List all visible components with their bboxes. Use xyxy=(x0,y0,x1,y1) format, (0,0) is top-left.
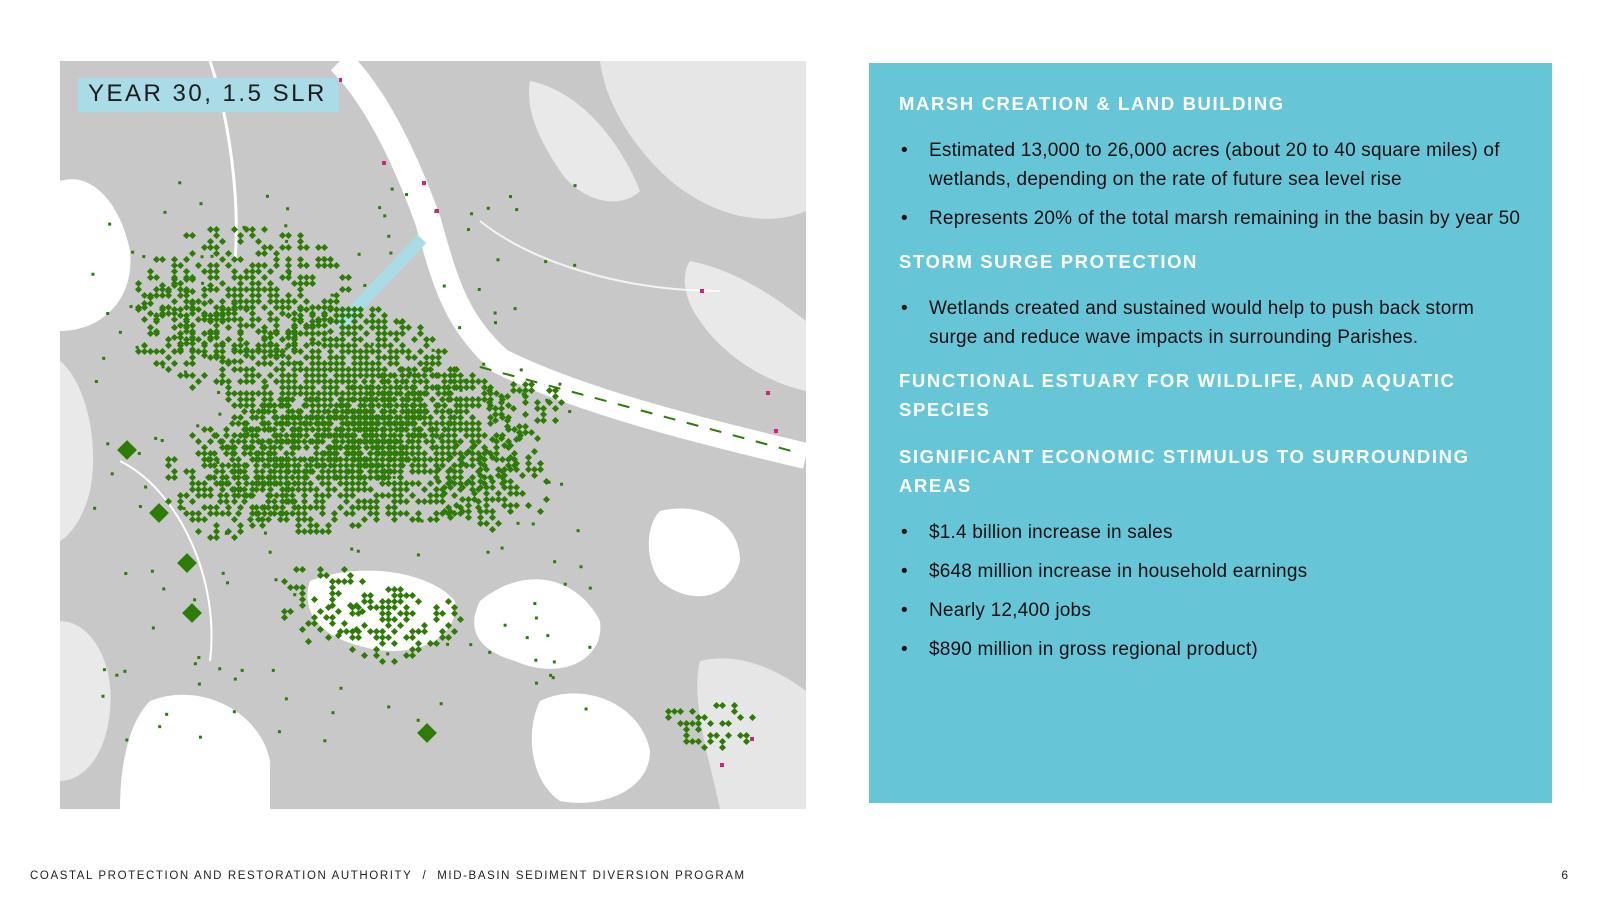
footer-separator: / xyxy=(422,870,428,882)
bullet-item: • Nearly 12,400 jobs xyxy=(899,596,1522,625)
footer-org: COASTAL PROTECTION AND RESTORATION AUTHORITY xyxy=(30,870,413,882)
bullet-item: • Estimated 13,000 to 26,000 acres (about 20 to 40 square miles) of wetlands, depending on the rate of future sea level rise xyxy=(899,136,1522,194)
marsh-map xyxy=(60,61,806,809)
section-heading: FUNCTIONAL ESTUARY FOR WILDLIFE, AND AQUATIC SPECIES xyxy=(899,370,1456,420)
footer xyxy=(30,870,746,882)
footer-program: MID-BASIN SEDIMENT DIVERSION PROGRAM xyxy=(437,870,746,882)
map-label: YEAR 30, 1.5 SLR xyxy=(78,78,339,112)
section-heading: MARSH CREATION & LAND BUILDING xyxy=(899,93,1285,114)
benefits-panel xyxy=(869,63,1552,803)
bullet-list xyxy=(899,136,1522,233)
section-heading: STORM SURGE PROTECTION xyxy=(899,251,1199,272)
bullet-item: • $890 million in gross regional product) xyxy=(899,635,1522,664)
bullet-list xyxy=(899,294,1522,352)
section-heading: SIGNIFICANT ECONOMIC STIMULUS TO SURROUNDING AREAS xyxy=(899,446,1470,496)
map-graphic xyxy=(60,61,806,809)
bullet-list xyxy=(899,518,1522,664)
bullet-item: • Represents 20% of the total marsh remaining in the basin by year 50 xyxy=(899,204,1522,233)
page-number: 6 xyxy=(1561,868,1568,882)
bullet-item: • $1.4 billion increase in sales xyxy=(899,518,1522,547)
bullet-item: • $648 million increase in household earnings xyxy=(899,557,1522,586)
bullet-item: • Wetlands created and sustained would help to push back storm surge and reduce wave impacts in surrounding Parishes. xyxy=(899,294,1522,352)
